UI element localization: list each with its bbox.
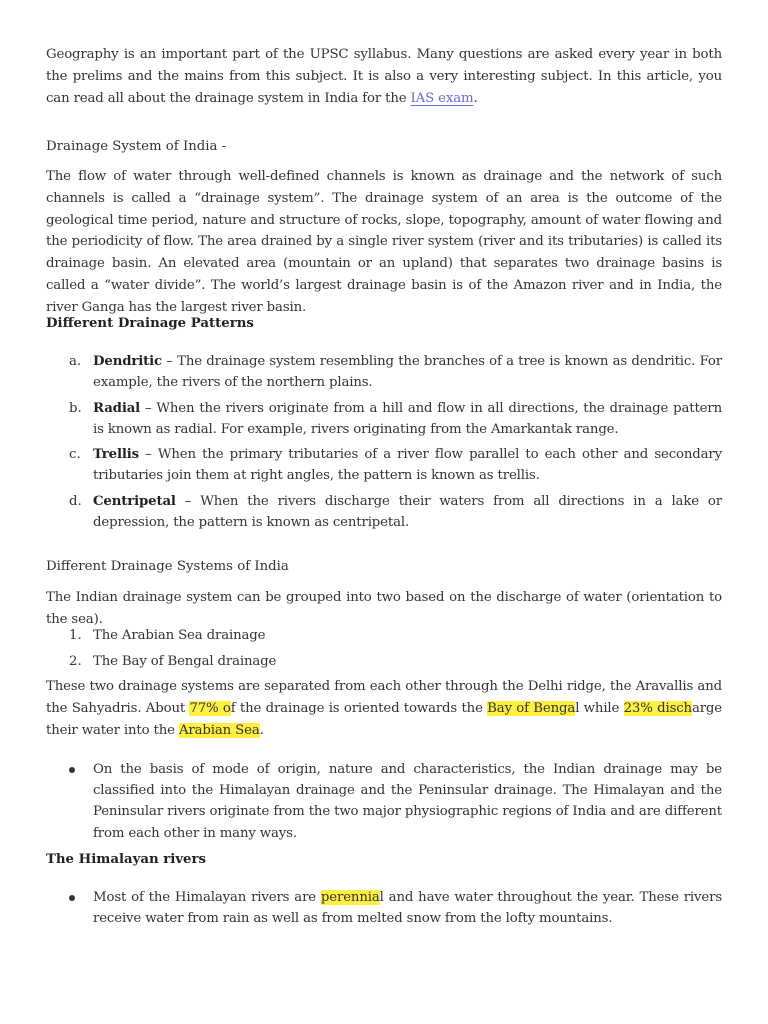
section-heading-drainage-systems: Different Drainage Systems of India (46, 559, 289, 574)
list-marker: d. (69, 494, 82, 509)
list-item-text: – The drainage system resembling the branches of a tree is known as dendritic. For example, the rivers of the northern plains. (93, 354, 722, 391)
intro-text: Geography is an important part of the UPSC syllabus. Many questions are asked every year in both the prelims and the mains from this subject. It is also a very interesting subject. In this article, you can read all about the drainage system in India for the (46, 47, 722, 106)
bullet-dot (69, 767, 75, 773)
term-centripetal: Centripetal (93, 494, 176, 509)
list-item-bay-of-bengal: The Bay of Bengal drainage (93, 654, 277, 669)
highlight-perennial: perennia (320, 890, 380, 905)
list-item-text: – When the primary tributaries of a river flow parallel to each other and secondary tributaries join them at right angles, the pattern is known as trellis. (93, 447, 722, 484)
term-radial: Radial (93, 401, 141, 416)
list-item-text: – When the rivers originate from a hill and flow in all directions, the drainage pattern is known as radial. For example, rivers originating from the Amarkantak range. (93, 401, 722, 438)
separation-paragraph (46, 676, 722, 741)
list-item-centripetal (93, 491, 722, 533)
highlight-arabian-sea: Arabian Sea (178, 722, 260, 738)
list-item-radial (93, 398, 722, 440)
list-marker: 2. (69, 654, 82, 669)
list-marker: a. (69, 354, 82, 369)
text-run: arge their water into the (46, 700, 723, 738)
text-run: l while (575, 700, 624, 716)
bullet-item-classification: On the basis of mode of origin, nature and characteristics, the Indian drainage may be classified into the Himalayan drainage and the Peninsular drainage. The Himalayan and the Peninsular rivers originate from the two major physiographic regions of India and are different from each other in many ways. (93, 762, 722, 841)
list-item-trellis (93, 444, 722, 486)
text-run: f the drainage is oriented towards the (230, 700, 488, 716)
list-marker: 1. (69, 628, 82, 643)
drainage-system-paragraph: The flow of water through well-defined channels is known as drainage and the network of such channels is called a “drainage system”. The drainage system of an area is the outcome of the geological time period, nature and structure of rocks, slope, topography, amount of water flowing and the periodicity of flow. The area drained by a single river system (river and its tributaries) is called its drainage basin. An elevated area (mountain or an upland) that separates two drainage basins is called a “water divide”. The world’s largest drainage basin is of the Amazon river and in India, the river Ganga has the largest river basin. (46, 169, 722, 315)
section-heading-patterns: Different Drainage Patterns (46, 316, 254, 331)
bullet-item-perennial (93, 887, 722, 929)
list-marker: b. (69, 401, 82, 416)
text-run: . (259, 722, 264, 738)
list-item-text: – When the rivers discharge their waters from all directions in a lake or depression, the pattern is known as centripetal. (93, 494, 722, 531)
highlight-23-percent: 23% disch (623, 700, 692, 716)
section-heading-drainage-system: Drainage System of India - (46, 139, 227, 154)
grouping-paragraph: The Indian drainage system can be grouped into two based on the discharge of water (orientation to the sea). (46, 590, 722, 627)
list-item-dendritic (93, 351, 722, 393)
intro-paragraph (46, 44, 722, 109)
text-run: Most of the Himalayan rivers are (93, 890, 321, 905)
highlight-bay-of-bengal: Bay of Benga (487, 700, 576, 716)
intro-end: . (473, 90, 478, 106)
bullet-dot (69, 895, 75, 901)
term-trellis: Trellis (93, 447, 139, 462)
highlight-77-percent: 77% o (189, 700, 231, 716)
list-marker: c. (69, 447, 81, 462)
text-run: These two drainage systems are separated from each other through the Delhi ridge, the Aravallis and the Sahyadris. About (46, 679, 722, 716)
ias-exam-link[interactable]: IAS exam (410, 90, 474, 106)
section-heading-himalayan: The Himalayan rivers (46, 852, 206, 867)
list-item-arabian-sea: The Arabian Sea drainage (93, 628, 266, 643)
text-run: l and have water throughout the year. These rivers receive water from rain as well as from melted snow from the lofty mountains. (93, 890, 722, 927)
term-dendritic: Dendritic (93, 354, 162, 369)
